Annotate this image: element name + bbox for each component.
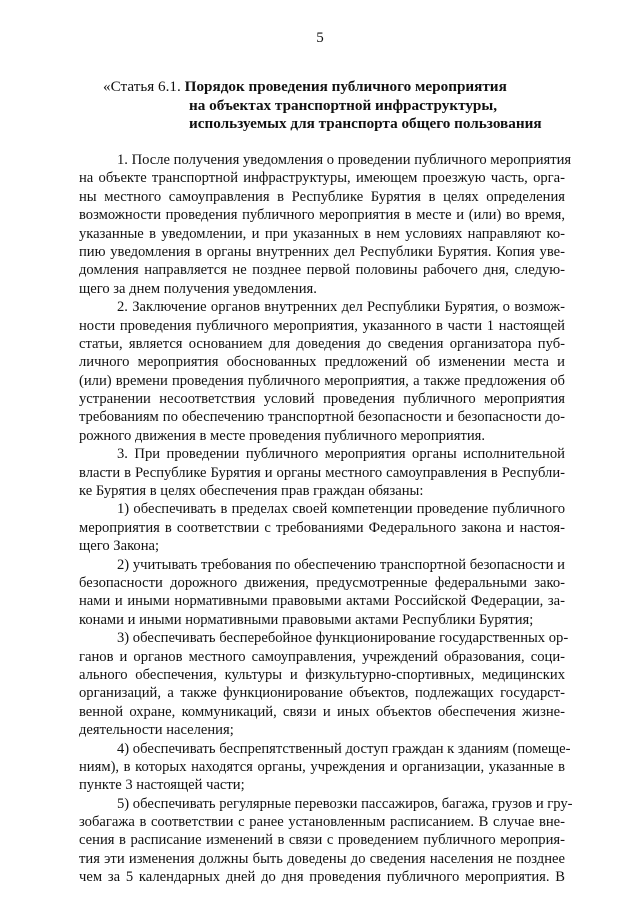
paragraph-line: щего за днем получения уведомления. bbox=[79, 280, 317, 297]
paragraph-line: организаций, а также функционирование объектов, подлежащих государст- bbox=[79, 685, 565, 702]
paragraph-line: зобагажа в соответствии с ранее установленным расписанием. В случае вне- bbox=[79, 814, 565, 831]
paragraph-line: ности проведения публичного мероприятия, указанного в части 1 настоящей bbox=[79, 317, 565, 334]
paragraph-line: 5) обеспечивать регулярные перевозки пассажиров, багажа, грузов и гру- bbox=[117, 795, 573, 812]
paragraph-line: 3) обеспечивать бесперебойное функционирование государственных ор- bbox=[117, 630, 569, 647]
page-number: 5 bbox=[316, 30, 324, 46]
paragraph-line: 2. Заключение органов внутренних дел Республики Бурятия, о возмож- bbox=[117, 299, 565, 316]
paragraph-line: сения в расписание изменений в связи с проведением публичного мероприя- bbox=[79, 832, 565, 849]
paragraph-line: ального обеспечения, культуры и физкультурно-спортивных, медицинских bbox=[79, 666, 565, 683]
paragraph-line: пункте 3 настоящей части; bbox=[79, 777, 245, 794]
paragraph-line: конами и иными нормативными правовыми актами Республики Бурятия; bbox=[79, 611, 534, 628]
paragraph-line: мероприятия в соответствии с требованиями Федерального закона и настоя- bbox=[79, 519, 565, 536]
paragraph-line: статьи, является основанием для доведения до сведения организатора пуб- bbox=[79, 335, 565, 352]
article-title-line: на объектах транспортной инфраструктуры, bbox=[189, 96, 498, 114]
paragraph-line: щего Закона; bbox=[79, 538, 160, 555]
paragraph-line: (или) времени проведения публичного мероприятия, а также предложения об bbox=[79, 372, 565, 389]
paragraph-line: пию уведомления в органы внутренних дел Республики Бурятия. Копия уве- bbox=[79, 243, 565, 260]
paragraph-line: 3. При проведении публичного мероприятия органы исполнительной bbox=[117, 446, 565, 463]
paragraph-line: безопасности дорожного движения, предусмотренные федеральными зако- bbox=[79, 574, 565, 591]
article-title-line: Порядок проведения публичного мероприятия bbox=[184, 78, 507, 95]
article-title-line: используемых для транспорта общего пользования bbox=[189, 115, 542, 132]
article-number: «Статья 6.1. bbox=[103, 78, 181, 95]
paragraph-line: ны местного самоуправления в Республике Бурятия в целях определения bbox=[79, 188, 565, 205]
paragraph-line: чем за 5 календарных дней до дня проведения публичного мероприятия. В bbox=[79, 869, 565, 886]
paragraph-line: ганов и органов местного самоуправления, учреждений образования, соци- bbox=[79, 648, 565, 665]
paragraph-line: устранении несоответствия условий проведения публичного мероприятия bbox=[79, 391, 565, 408]
paragraph-line: 1. После получения уведомления о проведении публичного мероприятия bbox=[117, 152, 572, 168]
paragraph-line: домления направляется не позднее первой половины рабочего дня, следую- bbox=[79, 262, 565, 279]
paragraph-line: деятельности населения; bbox=[79, 722, 234, 739]
paragraph-line: ке Бурятия в целях обеспечения прав граждан обязаны: bbox=[79, 483, 424, 500]
paragraph-line: личного мероприятия обоснованных предложений об изменении места и bbox=[79, 354, 565, 371]
paragraph-line: указанные в уведомлении, и при указанных в нем условиях направляют ко- bbox=[79, 225, 565, 242]
paragraph-line: 1) обеспечивать в пределах своей компетенции проведение публичного bbox=[117, 501, 565, 518]
paragraph-line: 4) обеспечивать беспрепятственный доступ граждан к зданиям (помеще- bbox=[117, 740, 571, 757]
paragraph-line: требованиям по обеспечению транспортной безопасности и безопасности до- bbox=[79, 409, 565, 426]
paragraph-line: венной охране, коммуникаций, связи и иных объектов обеспечения жизне- bbox=[79, 703, 565, 720]
article-header bbox=[103, 78, 583, 134]
paragraph-line: ниям), в которых находятся органы, учреждения и организации, указанные в bbox=[79, 758, 565, 775]
paragraph-line: 2) учитывать требования по обеспечению транспортной безопасности и bbox=[117, 556, 565, 573]
paragraph-line: на объекте транспортной инфраструктуры, имеющем проезжую часть, орга- bbox=[79, 170, 565, 187]
paragraph-line: возможности проведения публичного мероприятия в месте и (или) во время, bbox=[79, 207, 565, 224]
paragraph-line: нами и иными нормативными правовыми актами Российской Федерации, за- bbox=[79, 593, 565, 610]
paragraph-line: рожного движения в месте проведения публичного мероприятия. bbox=[79, 427, 486, 444]
paragraph-line: тия эти изменения должны быть доведены до сведения населения не позднее bbox=[79, 850, 565, 867]
article-body bbox=[79, 151, 573, 887]
paragraph-line: власти в Республике Бурятия и органы местного самоуправления в Республи- bbox=[79, 464, 565, 481]
